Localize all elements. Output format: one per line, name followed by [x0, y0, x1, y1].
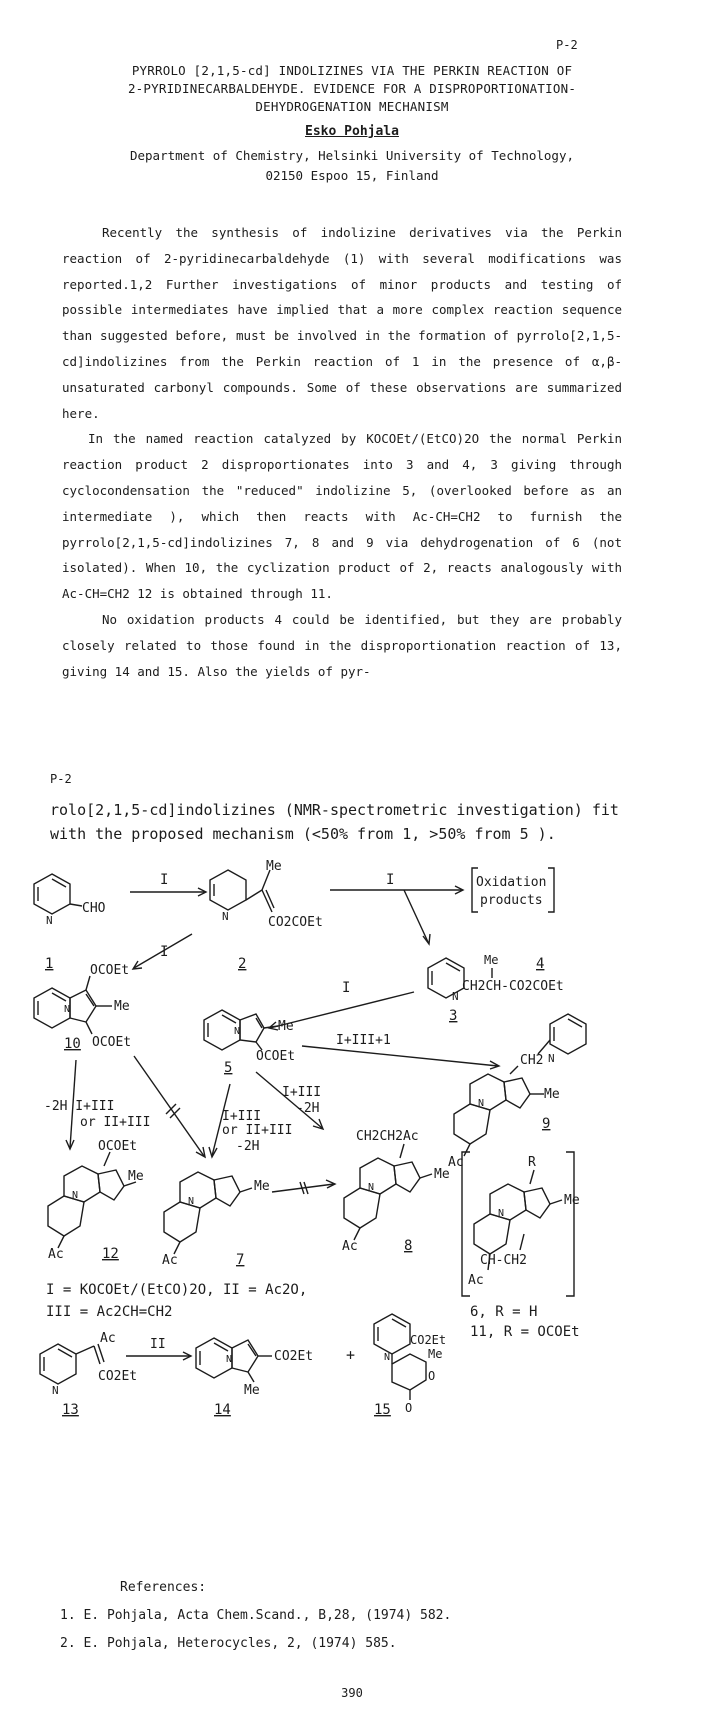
compound-1-structure	[34, 874, 106, 927]
paragraph-1: Recently the synthesis of indolizine derivatives via the Perkin reaction of 2-pyridinecarbaldehyde (1) with several modifications was reported.1,2 Further investigations of minor products and testing of possible intermediates have implied that a more complex reaction sequence than suggested before, must be involved in the formation of pyrrolo[2,1,5-cd]indolizines from the Perkin reaction of 1 in the presence of α,β-unsaturated carbonyl compounds. Some of these observations are summarized here.	[62, 225, 622, 421]
reference-2: 2. E. Pohjala, Heterocycles, 2, (1974) 585.	[60, 1636, 397, 1651]
atom-o-15b: O	[405, 1401, 413, 1415]
substituent-me-14: Me	[244, 1383, 260, 1398]
substituent-ococet-10a: OCOEt	[90, 963, 130, 978]
substituent-me-2: Me	[266, 860, 282, 874]
condition-mid-3: -2H	[236, 1139, 260, 1154]
reagent-i-iii-1: I+III+1	[336, 1033, 391, 1048]
substituent-co2et-14: CO2Et	[274, 1349, 314, 1364]
substituent-ococet-5: OCOEt	[256, 1049, 296, 1064]
compound-label-7: 7	[236, 1252, 245, 1268]
substituent-me-9: Me	[544, 1087, 560, 1102]
substituent-co2et-13: CO2Et	[98, 1369, 138, 1384]
substituent-chch2: CH-CH2	[480, 1253, 527, 1268]
atom-n-6: N	[498, 1208, 505, 1219]
substituent-ac-8: Ac	[342, 1239, 358, 1254]
atom-n-9a: N	[548, 1052, 555, 1065]
legend-line-2: III = Ac2CH=CH2	[46, 1304, 173, 1320]
reagent-label: I	[342, 980, 351, 996]
page-code-top: P-2	[556, 38, 578, 52]
arrow-to-3	[404, 890, 428, 942]
substituent-chain-3: CH2CH-CO2COEt	[462, 979, 564, 994]
continuation-text: rolo[2,1,5-cd]indolizines (NMR-spectrometric investigation) fit with the proposed mechanism (<50% from 1, >50% from 5 ).	[50, 801, 619, 843]
compound-15-structure	[374, 1314, 446, 1415]
substituent-ch2-9: CH2	[520, 1053, 544, 1068]
paper-title	[50, 62, 654, 116]
substituent-me-7: Me	[254, 1179, 270, 1194]
arrow-5-to-8	[256, 1072, 322, 1128]
compound-label-14: 14	[214, 1402, 231, 1418]
substituent-me-5: Me	[278, 1019, 294, 1034]
references	[60, 1574, 620, 1658]
substituent-co2coet-2: CO2COEt	[268, 915, 323, 930]
substituent-me-12: Me	[128, 1169, 144, 1184]
compound-label-3: 3	[449, 1008, 458, 1024]
affiliation-line-1: Department of Chemistry, Helsinki University of Technology,	[129, 148, 574, 163]
oxidation-products-4	[472, 868, 554, 912]
substituent-me-3: Me	[484, 953, 499, 967]
substituent-me-6: Me	[564, 1193, 580, 1208]
page-number: 390	[341, 1686, 363, 1700]
body-text	[62, 220, 622, 684]
reagent-label: I	[160, 944, 169, 960]
compound-13-structure	[40, 1331, 137, 1397]
substituent-r: R	[528, 1155, 536, 1170]
reagent-label: I	[160, 872, 169, 888]
condition-mid-1: I+III	[222, 1109, 262, 1124]
compound-label-15: 15	[374, 1402, 391, 1418]
compound-12-structure	[48, 1139, 144, 1262]
substituent-co2et-15: CO2Et	[410, 1333, 447, 1347]
compound-5-structure	[204, 1010, 295, 1064]
compound-label-9: 9	[542, 1116, 551, 1132]
atom-o-15a: O	[428, 1369, 436, 1383]
reagent-ii: II	[150, 1337, 166, 1352]
title-line-1: PYRROLO [2,1,5-cd] INDOLIZINES VIA THE PERKIN REACTION OF	[131, 63, 573, 78]
atom-n-2: N	[222, 910, 229, 923]
compound-14-structure	[196, 1338, 313, 1398]
page-code-mid: P-2	[50, 772, 72, 786]
oxidation-text-1: Oxidation	[476, 875, 547, 890]
atom-n-5: N	[234, 1026, 241, 1037]
atom-n-7: N	[188, 1196, 195, 1207]
atom-n-14: N	[226, 1354, 233, 1365]
substituent-me-15: Me	[428, 1347, 443, 1361]
author: Esko Pohjala	[305, 124, 399, 139]
substituent-ac-6: Ac	[468, 1273, 484, 1288]
atom-n-13: N	[52, 1384, 59, 1397]
compound-label-13: 13	[62, 1402, 79, 1418]
affiliation-line-2: 02150 Espoo 15, Finland	[265, 168, 439, 183]
label-6: 6, R = H	[470, 1304, 538, 1320]
compound-label-10: 10	[64, 1036, 81, 1052]
compound-7-structure	[162, 1172, 270, 1268]
compound-label-8: 8	[404, 1238, 413, 1254]
paragraph-3: No oxidation products 4 could be identified, but they are probably closely related to those found in the disproportionation reaction of 13, giving 14 and 15. Also the yields of pyr-	[62, 611, 622, 679]
title-line-3: DEHYDROGENATION MECHANISM	[255, 99, 449, 114]
compound-label-12: 12	[102, 1246, 119, 1262]
condition-mid-2: or II+III	[222, 1123, 293, 1138]
atom-n-8: N	[368, 1182, 375, 1193]
label-11: 11, R = OCOEt	[470, 1324, 580, 1340]
condition-left-1: -2H I+III	[44, 1099, 115, 1114]
compound-6-11-structure	[462, 1152, 580, 1296]
reagent-label: I	[386, 872, 395, 888]
affiliation	[40, 146, 664, 186]
arrow-5-to-9	[302, 1046, 498, 1066]
substituent-me-8: Me	[434, 1167, 450, 1182]
substituent-ococet-10b: OCOEt	[92, 1035, 132, 1050]
compound-10-structure	[34, 963, 131, 1050]
compound-label-4: 4	[536, 956, 545, 972]
substituent-ac-9: Ac	[448, 1155, 464, 1170]
substituent-ococet-12: OCOEt	[98, 1139, 138, 1154]
paragraph-2: In the named reaction catalyzed by KOCOEt/(EtCO)2O the normal Perkin reaction product 2 disproportionates into 3 and 4, 3 giving through cyclocondensation the "reduced" indolizine 5, (overlooked before as an intermediate ), which then reacts with Ac-CH=CH2 to furnish the pyrrolo[2,1,5-cd]indolizines 7, 8 and 9 via dehydrogenation of 6 (not isolated). When 10, the cyclization product of 2, reacts analogously with Ac-CH=CH2 12 is obtained through 11.	[62, 431, 622, 602]
atom-n-10: N	[64, 1004, 71, 1015]
legend-line-1: I = KOCOEt/(EtCO)2O, II = Ac2O,	[46, 1282, 308, 1298]
condition-left-2: or II+III	[80, 1115, 151, 1130]
substituent-ac-13: Ac	[100, 1331, 116, 1346]
oxidation-text-2: products	[480, 893, 543, 908]
compound-label-2: 2	[238, 956, 247, 972]
atom-n-3: N	[452, 990, 459, 1003]
substituent-ac-7: Ac	[162, 1253, 178, 1268]
minus-2h: -2H	[296, 1101, 320, 1116]
title-line-2: 2-PYRIDINECARBALDEHYDE. EVIDENCE FOR A DISPROPORTIONATION-	[127, 81, 577, 96]
reference-1: 1. E. Pohjala, Acta Chem.Scand., B,28, (1974) 582.	[60, 1608, 452, 1623]
compound-8-structure	[342, 1129, 450, 1254]
substituent-ac-12: Ac	[48, 1247, 64, 1262]
compound-label-1: 1	[45, 956, 54, 972]
compound-label-5: 5	[224, 1060, 233, 1076]
plus-sign: +	[346, 1346, 356, 1364]
reaction-scheme	[0, 860, 704, 1560]
substituent-me-10: Me	[114, 999, 130, 1014]
arrow-10-to-7-blocked	[134, 1056, 204, 1156]
reagent-i-iii: I+III	[282, 1085, 322, 1100]
atom-n-9b: N	[478, 1098, 485, 1109]
atom-n-12: N	[72, 1190, 79, 1201]
substituent-cho: CHO	[82, 901, 106, 916]
substituent-ch2ch2ac-8: CH2CH2Ac	[356, 1129, 419, 1144]
references-heading: References:	[120, 1580, 207, 1595]
compound-9-structure	[448, 1014, 586, 1170]
compound-2-structure	[210, 860, 323, 930]
atom-n-15: N	[384, 1352, 391, 1363]
atom-n-1: N	[46, 914, 53, 927]
